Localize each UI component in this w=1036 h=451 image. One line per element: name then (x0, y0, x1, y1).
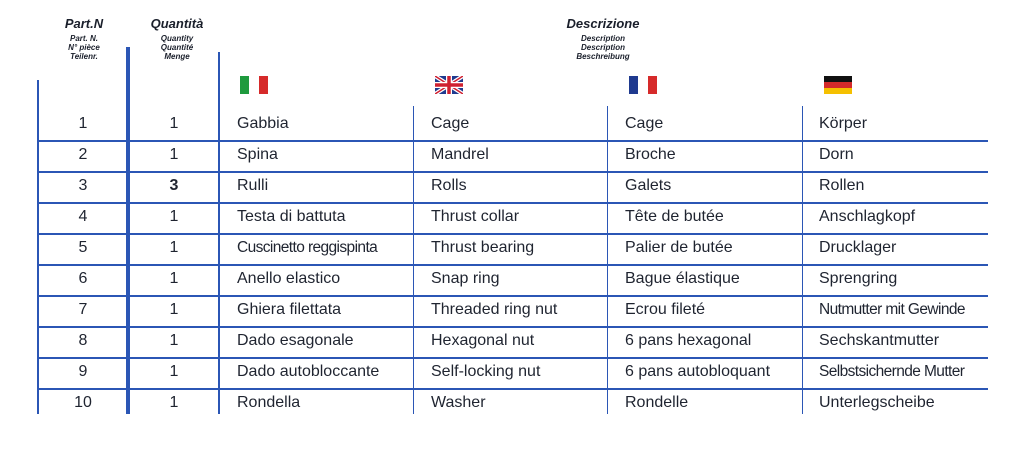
cell-qty: 1 (169, 363, 179, 380)
cell-en: Threaded ring nut (431, 301, 558, 318)
row-divider (38, 326, 988, 328)
cell-qty: 1 (169, 394, 179, 411)
cell-de: Sechskantmutter (819, 332, 940, 349)
cell-fr: Broche (625, 146, 676, 163)
table-border-left (37, 80, 39, 414)
cell-num: 7 (78, 301, 88, 318)
header-description-sub: Description (580, 34, 625, 43)
cell-fr: Palier de butée (625, 239, 733, 256)
cell-fr: 6 pans autobloquant (625, 363, 771, 380)
cell-num: 9 (78, 363, 88, 380)
header-quantity-title: Quantità (150, 16, 204, 31)
cell-it: Gabbia (237, 115, 289, 132)
cell-fr: Tête de butée (625, 208, 724, 225)
cell-de: Drucklager (819, 239, 897, 256)
cell-it: Ghiera filettata (237, 301, 342, 318)
uk-flag-icon (435, 76, 463, 94)
cell-fr: Galets (625, 177, 672, 194)
cell-en: Washer (431, 394, 486, 411)
header-part-number-title: Part.N (64, 16, 104, 31)
header-quantity-sub: Quantité (160, 43, 194, 52)
cell-it: Testa di battuta (237, 208, 346, 225)
cell-qty: 3 (169, 177, 179, 194)
table-divider-it-en (413, 106, 414, 414)
cell-qty: 1 (169, 208, 179, 225)
cell-fr: Ecrou fileté (625, 301, 706, 318)
header-quantity-sub: Quantity (160, 34, 194, 43)
header-part-number-sub: N° pièce (68, 43, 100, 52)
cell-en: Thrust bearing (431, 239, 535, 256)
cell-en: Thrust collar (431, 208, 520, 225)
cell-it: Anello elastico (237, 270, 341, 287)
header-quantity-sub: Menge (164, 52, 190, 61)
header-part-number-sub: Teilenr. (70, 52, 98, 61)
cell-fr: 6 pans hexagonal (625, 332, 752, 349)
cell-en: Snap ring (431, 270, 500, 287)
header-part-number-sub: Part. N. (69, 34, 98, 43)
cell-fr: Bague élastique (625, 270, 740, 287)
cell-en: Mandrel (431, 146, 489, 163)
table-divider-en-fr (607, 106, 608, 414)
cell-de: Sprengring (819, 270, 898, 287)
cell-num: 6 (78, 270, 88, 287)
header-part-number (52, 16, 116, 61)
row-divider (38, 202, 988, 204)
italian-flag-icon (240, 76, 268, 94)
row-divider (38, 295, 988, 297)
cell-num: 2 (78, 146, 88, 163)
cell-de: Anschlagkopf (819, 208, 916, 225)
cell-num: 1 (78, 115, 88, 132)
cell-de: Selbstsichernde Mutter (819, 363, 965, 380)
cell-num: 8 (78, 332, 88, 349)
header-description-title: Descrizione (566, 16, 640, 31)
cell-it: Rondella (237, 394, 301, 411)
header-quantity (140, 16, 214, 61)
header-description-sub: Description (580, 43, 625, 52)
row-divider (38, 357, 988, 359)
cell-de: Nutmutter mit Gewinde (819, 301, 965, 318)
cell-it: Dado autobloccante (237, 363, 380, 380)
cell-fr: Cage (625, 115, 664, 132)
cell-qty: 1 (169, 115, 179, 132)
cell-num: 10 (74, 394, 92, 411)
cell-qty: 1 (169, 239, 179, 256)
cell-it: Spina (237, 146, 278, 163)
row-divider (38, 388, 988, 390)
row-divider (38, 264, 988, 266)
cell-qty: 1 (169, 332, 179, 349)
cell-it: Rulli (237, 177, 269, 194)
cell-qty: 1 (169, 146, 179, 163)
cell-it: Dado esagonale (237, 332, 354, 349)
german-flag-icon (824, 76, 852, 94)
cell-it: Cuscinetto reggispinta (237, 239, 378, 256)
french-flag-icon (629, 76, 657, 94)
cell-de: Dorn (819, 146, 854, 163)
cell-de: Unterlegscheibe (819, 394, 935, 411)
cell-en: Hexagonal nut (431, 332, 535, 349)
cell-qty: 1 (169, 270, 179, 287)
row-divider (38, 233, 988, 235)
table-divider-fr-de (802, 106, 803, 414)
header-description-sub: Beschreibung (576, 52, 630, 61)
cell-num: 3 (78, 177, 88, 194)
cell-en: Self-locking nut (431, 363, 541, 380)
cell-num: 5 (78, 239, 88, 256)
row-divider (38, 140, 988, 142)
row-divider (38, 171, 988, 173)
header-description (543, 16, 663, 61)
cell-qty: 1 (169, 301, 179, 318)
cell-de: Körper (819, 115, 868, 132)
cell-en: Rolls (431, 177, 467, 194)
cell-de: Rollen (819, 177, 865, 194)
cell-en: Cage (431, 115, 470, 132)
cell-fr: Rondelle (625, 394, 689, 411)
cell-num: 4 (78, 208, 88, 225)
